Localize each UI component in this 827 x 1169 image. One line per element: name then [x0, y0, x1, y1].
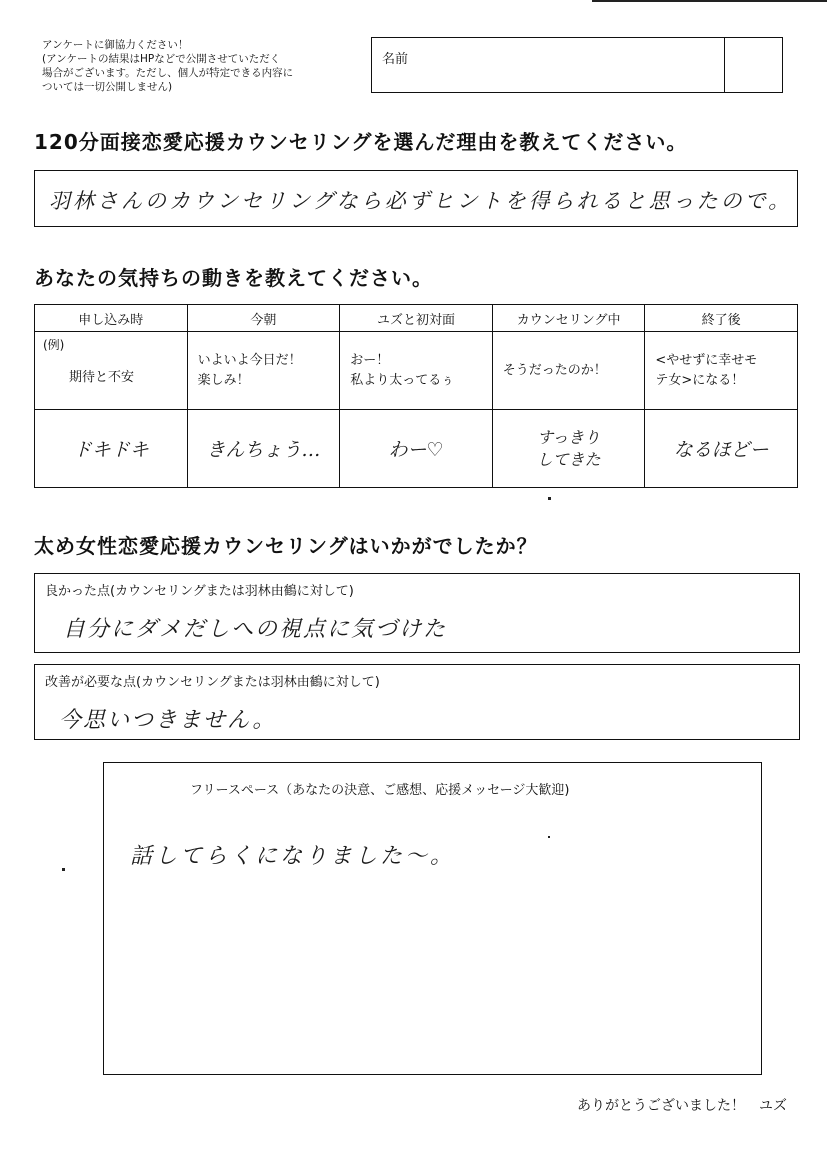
- column-header: ユズと初対面: [340, 305, 493, 332]
- column-header: 申し込み時: [35, 305, 188, 332]
- answer-cell[interactable]: なるほどー: [645, 410, 798, 488]
- good-points-label: 良かった点(カウンセリングまたは羽林由鶴に対して): [45, 584, 354, 599]
- question-3-title: 太め女性恋愛応援カウンセリングはいかがでしたか？: [34, 534, 538, 558]
- name-box-divider: [724, 38, 725, 92]
- column-header: カウンセリング中: [492, 305, 645, 332]
- feelings-example-row: [35, 332, 798, 410]
- name-label: 名前: [382, 52, 409, 67]
- example-text: <やせずに幸せモ テ女>になる！: [655, 352, 758, 388]
- answer-cell[interactable]: すっきり してきた: [492, 410, 645, 488]
- feelings-table: [34, 304, 798, 488]
- example-label: (例): [43, 338, 65, 352]
- example-text: いよいよ今日だ！ 楽しみ！: [197, 352, 302, 388]
- answer-cell[interactable]: わー♡: [340, 410, 493, 488]
- question-1-answer: 羽林さんのカウンセリングなら必ずヒントを得られると思ったので。: [49, 189, 793, 213]
- free-space-box[interactable]: [103, 762, 762, 1075]
- question-1-title: 120分面接恋愛応援カウンセリングを選んだ理由を教えてください。: [34, 130, 688, 154]
- scan-speck: [548, 497, 551, 500]
- example-cell: [35, 332, 188, 410]
- thanks-message: ありがとうございました！ ユズ: [577, 1098, 787, 1114]
- good-points-box[interactable]: [34, 573, 800, 653]
- answer-cell[interactable]: ドキドキ: [35, 410, 188, 488]
- good-points-answer: 自分にダメだしへの視点に気づけた: [63, 617, 448, 642]
- improvement-label: 改善が必要な点(カウンセリングまたは羽林由鶴に対して): [45, 675, 380, 690]
- example-cell: [645, 332, 798, 410]
- column-header: 終了後: [645, 305, 798, 332]
- improvement-box[interactable]: [34, 664, 800, 740]
- column-header: 今朝: [187, 305, 340, 332]
- free-space-answer: 話してらくになりました〜。: [130, 844, 456, 869]
- example-text: おー！ 私より太ってるぅ: [350, 352, 455, 388]
- survey-notice: アンケートに御協力ください！ (アンケートの結果はHPなどで公開させていただく 場合がございます。ただし、個人が特定できる内容に ついては一切公開しません): [42, 39, 294, 93]
- scan-speck: [62, 868, 65, 871]
- example-text: そうだったのか！: [502, 362, 607, 378]
- example-text: 期待と不安: [69, 369, 135, 385]
- scan-speck: [548, 836, 550, 838]
- top-rule: [592, 0, 827, 2]
- answer-cell[interactable]: きんちょう…: [187, 410, 340, 488]
- question-2-title: あなたの気持ちの動きを教えてください。: [34, 266, 433, 290]
- free-space-label: フリースペース（あなたの決意、ご感想、応援メッセージ大歓迎): [190, 783, 570, 798]
- feelings-header-row: [35, 305, 798, 332]
- example-cell: [187, 332, 340, 410]
- example-cell: [340, 332, 493, 410]
- question-1-answer-box[interactable]: [34, 170, 798, 227]
- example-cell: [492, 332, 645, 410]
- name-field[interactable]: [371, 37, 783, 93]
- feelings-answer-row: [35, 410, 798, 488]
- improvement-answer: 今思いつきません。: [59, 708, 277, 733]
